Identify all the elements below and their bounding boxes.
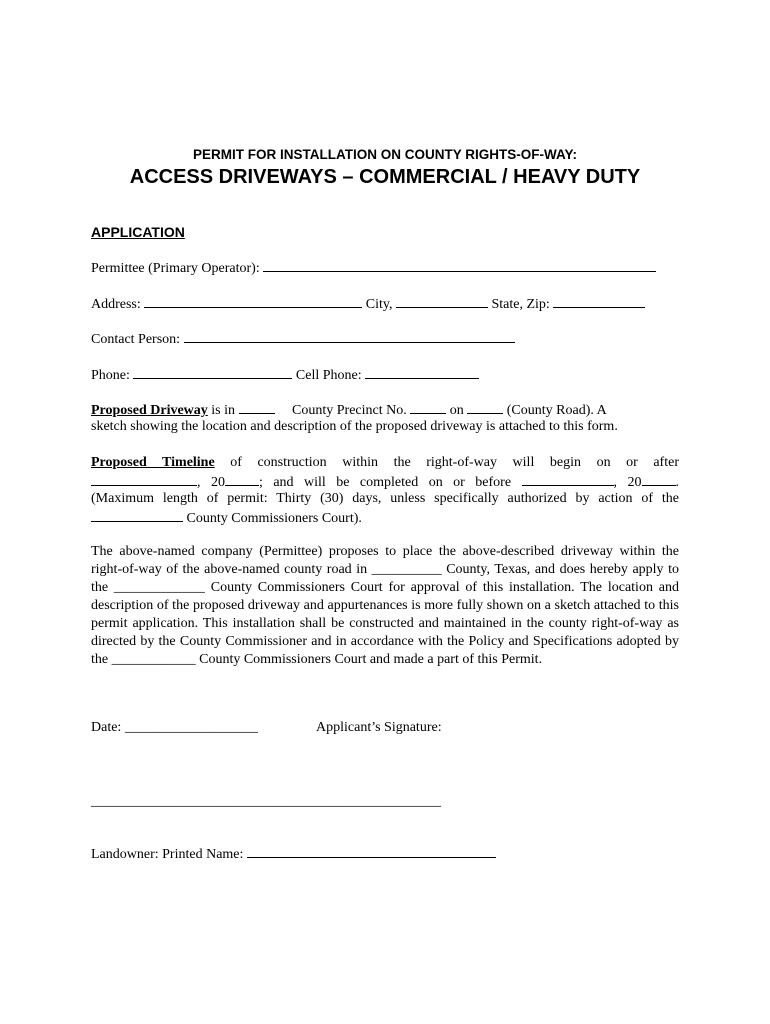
form-subtitle: PERMIT FOR INSTALLATION ON COUNTY RIGHTS-OF-WAY:: [193, 147, 577, 162]
landowner-name-field[interactable]: [247, 844, 496, 858]
address-label: Address:: [91, 297, 141, 312]
address-field[interactable]: [144, 294, 362, 308]
driveway-text-3: on: [446, 403, 468, 418]
timeline-line-4: [91, 508, 362, 528]
timeline-text-2d: .: [675, 475, 679, 490]
contact-label: Contact Person:: [91, 332, 181, 347]
begin-year-field[interactable]: [225, 472, 259, 486]
end-year-field[interactable]: [642, 472, 676, 486]
driveway-text-2: County Precinct No.: [288, 403, 411, 418]
date-field[interactable]: ___________________: [124, 720, 258, 735]
timeline-text-2a: , 20: [197, 475, 225, 490]
contact-row: [91, 329, 515, 349]
body-paragraph: The above-named company (Permittee) proposes to place the above-described driveway within the right-of-way of the above-named county road in __________ County, Texas, and does hereby apply to the _____________ County Commissioners Court for approval of this installation. The location and description of the proposed driveway and appurtenances is more fully shown on a sketch attached to this permit application. This installation shall be constructed and maintained in the county right-of-way as directed by the County Commissioner and in accordance with the Policy and Specifications adopted by the ____________ County Commissioners Court and made a part of this Permit.: [91, 544, 679, 667]
driveway-text-4: (County Road). A: [503, 403, 607, 418]
permittee-row: [91, 258, 656, 278]
cell-phone-label: Cell Phone:: [295, 368, 362, 383]
phone-row: [91, 365, 479, 385]
signature-line[interactable]: __________________________________________________: [91, 794, 441, 809]
state-zip-field[interactable]: [553, 294, 645, 308]
date-label: Date:: [91, 720, 122, 735]
landowner-row: [91, 844, 496, 864]
landowner-label: Landowner: Printed Name:: [91, 847, 244, 862]
county-field[interactable]: [239, 400, 275, 414]
timeline-text-2c: , 20: [613, 475, 642, 490]
driveway-text-1: is in: [207, 403, 239, 418]
contact-field[interactable]: [184, 329, 515, 343]
date-row: [91, 719, 258, 737]
address-row: [91, 294, 645, 314]
cell-phone-field[interactable]: [365, 365, 479, 379]
timeline-line-1: [91, 454, 679, 472]
permittee-field[interactable]: [263, 258, 656, 272]
driveway-line-1: [91, 400, 679, 420]
timeline-text-4: County Commissioners Court).: [183, 511, 362, 526]
phone-label: Phone:: [91, 368, 130, 383]
end-date-field[interactable]: [522, 472, 614, 486]
driveway-line-2: sketch showing the location and description of the proposed driveway is attached to this form.: [91, 419, 618, 434]
timeline-line-2: [91, 472, 679, 492]
timeline-line-3: (Maximum length of permit: Thirty (30) days, unless specifically authorized by action of the: [91, 491, 679, 506]
begin-date-field[interactable]: [91, 472, 197, 486]
applicant-signature-label: Applicant’s Signature:: [316, 720, 442, 735]
permittee-label: Permittee (Primary Operator):: [91, 261, 260, 276]
proposed-timeline-label: Proposed Timeline: [91, 455, 215, 470]
timeline-text-2b: ; and will be completed on or before: [258, 475, 522, 490]
state-zip-label: State, Zip:: [491, 297, 550, 312]
phone-field[interactable]: [133, 365, 292, 379]
city-field[interactable]: [396, 294, 488, 308]
application-heading: APPLICATION: [91, 224, 185, 240]
precinct-field[interactable]: [410, 400, 446, 414]
form-title: ACCESS DRIVEWAYS – COMMERCIAL / HEAVY DUTY: [129, 166, 641, 188]
county-road-field[interactable]: [467, 400, 503, 414]
commissioners-county-field[interactable]: [91, 508, 183, 522]
proposed-driveway-label: Proposed Driveway: [91, 403, 208, 418]
city-label: City,: [365, 297, 393, 312]
timeline-text-1: of construction within the right-of-way will begin on or after: [214, 455, 679, 470]
